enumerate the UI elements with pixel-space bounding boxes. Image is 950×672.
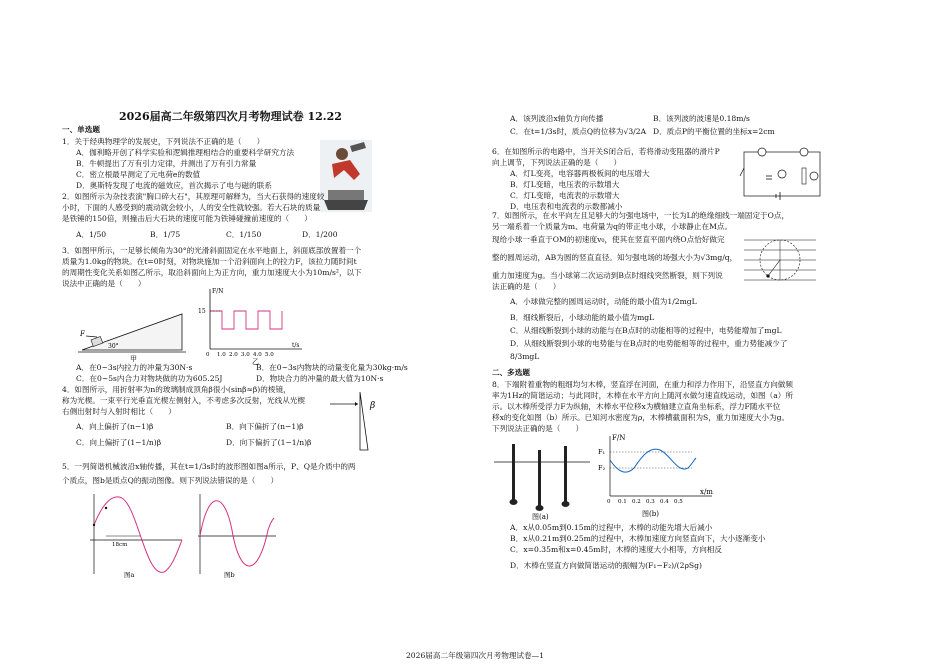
q3-line-3: 的周期性变化关系如图乙所示，取沿斜面向上为正方向，重力加速度大小为10m/s²，以下 bbox=[62, 268, 362, 277]
floating-rod-diagram bbox=[492, 440, 592, 520]
q2-option-b[interactable]: B．1/75 bbox=[150, 230, 181, 239]
q2-line-3: 是铁锤的150倍，则撞击后大石块的速度可能为铁锤碰撞前速度的（ ） bbox=[62, 214, 312, 223]
q7-option-a[interactable]: A．小球做完整的圆周运动时，动能的最小值为1/2mgL bbox=[510, 297, 697, 306]
q8-tick-0: 0 bbox=[607, 499, 611, 505]
q5-line-1: 5．一列简谐机械波沿x轴传播，其在t=1/3s时的波形图如图a所示，P、Q是介质中的两 bbox=[62, 462, 356, 471]
q1-option-d[interactable]: D．奥斯特发现了电流的磁效应，首次揭示了电与磁的联系 bbox=[76, 181, 272, 190]
q4-line-1: 4．如图所示，用折射率为n的玻璃制成顶角β很小(sinβ≈β)的棱镜， bbox=[62, 385, 291, 394]
page-title: 2026届高二年级第四次月考物理试卷 12.22 bbox=[119, 110, 342, 123]
q3-option-c[interactable]: C．在0~5s内合力对物块做的功为605.25J bbox=[76, 374, 223, 383]
q5-line-2: 个质点，图b是质点Q的振动图像。则下列说法错误的是（ ） bbox=[62, 476, 279, 485]
q3-tick-3: 3.0 bbox=[241, 352, 250, 358]
q7-option-c[interactable]: C．从细线断裂到小球的动能与在B点时的动能相等的过程中，电势能增加了mgL bbox=[510, 326, 782, 335]
q8-f2-label: F₂ bbox=[598, 464, 606, 472]
acrobat-illustration bbox=[320, 140, 372, 212]
q3-option-a[interactable]: A．在0~3s内拉力的冲量为30N·s bbox=[76, 363, 193, 372]
q3-tick-5: 5.0 bbox=[265, 352, 274, 358]
q3-option-d[interactable]: D．物块合力的冲量的最大值为10N·s bbox=[256, 374, 384, 383]
q2-line-2: 小时，下面的人感受到的震动就会较小，人的安全性就较强。若大石块的质量 bbox=[62, 203, 321, 212]
q7-line-1: 7．如图所示，在水平向左且足够大的匀强电场中，一长为L的绝缘细线一端固定于O点， bbox=[492, 211, 790, 220]
q4-option-c[interactable]: C．向上偏折了(1−1/n)β bbox=[76, 438, 162, 447]
q1-option-a[interactable]: A．伽利略开创了科学实验和逻辑推理相结合的重要科学研究方法 bbox=[76, 148, 295, 157]
q8-line-3: 示。以木棒所受浮力F为纵轴，木棒水平位移x为横轴建立直角坐标系，浮力F随水平位 bbox=[492, 402, 781, 411]
q6-option-a[interactable]: A．灯L变亮，电容器两极板间的电压增大 bbox=[510, 169, 650, 178]
q3-tick-2: 2.0 bbox=[229, 352, 238, 358]
q8-tick-5: 0.5 bbox=[674, 499, 683, 505]
q1-option-c[interactable]: C．密立根最早测定了元电荷e的数值 bbox=[76, 170, 201, 179]
q7-line-2: 另一端系着一个质量为m、电荷量为q的带正电小球，小球静止在M点。 bbox=[492, 222, 733, 231]
q8-line-2: 率为1Hz的简谐运动；与此同时，木棒在水平方向上随河水做匀速直线运动，如图（a）所 bbox=[492, 391, 793, 400]
q8-option-b[interactable]: B．x从0.21m到0.25m的过程中，木棒加速度方向竖直向下，大小逐渐变小 bbox=[510, 534, 766, 543]
q3-ylabel: F/N bbox=[212, 288, 224, 295]
q8-option-c[interactable]: C．x=0.35m和x=0.45m时，木棒的速度大小相等，方向相反 bbox=[510, 545, 723, 554]
q7-line-3: 现给小球一垂直于OM的初速度v₀，使其在竖直平面内绕O点恰好做完 bbox=[492, 235, 725, 244]
q3-force-label: F bbox=[80, 330, 85, 338]
q3-tick-0: 0 bbox=[206, 352, 210, 358]
q1-option-b[interactable]: B．牛顿提出了万有引力定律，并测出了万有引力常量 bbox=[76, 159, 257, 168]
q6-option-d[interactable]: D．电压表和电流表的示数都减小 bbox=[510, 202, 623, 211]
q2-option-a[interactable]: A．1/50 bbox=[76, 230, 107, 239]
q3-xlabel: t/s bbox=[292, 342, 300, 349]
q5-option-d[interactable]: D．质点P的平衡位置的坐标x=2cm bbox=[653, 127, 775, 136]
q8-fig-a-caption: 图(a) bbox=[532, 513, 549, 520]
q4-option-b[interactable]: B．向下偏折了(n−1)β bbox=[226, 422, 304, 431]
q3-yval: 15 bbox=[198, 308, 206, 315]
q8-f1-label: F₁ bbox=[598, 448, 606, 456]
q5-span-label: 18cm bbox=[112, 542, 128, 548]
q5-option-b[interactable]: B．该列波的波速是0.18m/s bbox=[653, 114, 750, 123]
q4-option-a[interactable]: A．向上偏折了(n−1)β bbox=[76, 422, 154, 431]
q8-option-a[interactable]: A．x从0.05m到0.15m的过程中，木棒的动能先增大后减小 bbox=[510, 523, 713, 532]
q8-fig-b-caption: 图(b) bbox=[642, 510, 659, 518]
circuit-diagram bbox=[738, 146, 826, 202]
vibration-graph-b bbox=[188, 490, 278, 578]
q2-option-d[interactable]: D．1/200 bbox=[302, 230, 338, 239]
q5-option-a[interactable]: A．该列波沿x轴负方向传播 bbox=[510, 114, 604, 123]
q3-fig-left-caption: 甲 bbox=[130, 355, 137, 362]
q6-option-b[interactable]: B．灯L变暗，电压表的示数增大 bbox=[510, 180, 620, 189]
section-single-choice: 一、单选题 bbox=[62, 125, 100, 134]
q6-option-c[interactable]: C．灯L变暗，电流表的示数增大 bbox=[510, 191, 620, 200]
q8-tick-2: 0.2 bbox=[632, 499, 641, 505]
q6-line-1: 6．在如图所示的电路中，当开关S闭合后，若将滑动变阻器的滑片P bbox=[492, 147, 720, 156]
q8-line-5: 下列说法正确的是（ ） bbox=[492, 424, 584, 433]
q5-option-c[interactable]: C．在t=1/3s时，质点Q的位移为√3/2A bbox=[510, 127, 647, 136]
q7-option-d-line-2[interactable]: 8/3mgL bbox=[510, 352, 540, 361]
wave-graph-a bbox=[80, 490, 185, 578]
q1-stem: 1．关于经典物理学的发展史，下列说法不正确的是（ ） bbox=[62, 137, 265, 146]
q6-line-2: 向上调节，下列说法正确的是（ ） bbox=[492, 158, 622, 167]
q8-tick-3: 0.3 bbox=[646, 499, 655, 505]
force-displacement-graph bbox=[596, 432, 716, 518]
light-wedge-diagram bbox=[330, 390, 380, 452]
q7-line-4: 整的圆周运动，AB为圆的竖直直径。知匀强电场的场强大小为√3mg/q， bbox=[492, 253, 738, 262]
q7-option-d-line-1[interactable]: D．从细线断裂到小球的电势能与在B点时的电势能相等的过程中，重力势能减少了 bbox=[510, 339, 788, 348]
q3-option-b[interactable]: B．在0~3s内物块的动量变化量为30kg·m/s bbox=[256, 363, 408, 372]
page-footer: 2026届高二年级第四次月考物理试卷—1 bbox=[405, 651, 545, 660]
q3-line-4: 说法中正确的是（ ） bbox=[62, 279, 146, 288]
electric-field-diagram bbox=[742, 232, 818, 288]
q4-line-3: 右侧出射时与入射时相比（ ） bbox=[62, 407, 176, 416]
q7-line-6: 法正确的是（ ） bbox=[492, 282, 561, 291]
q7-option-b[interactable]: B．细线断裂后，小球动能的最小值为mgL bbox=[510, 313, 655, 322]
force-time-graph bbox=[196, 285, 306, 365]
q3-angle-label: 30° bbox=[108, 343, 119, 350]
q4-line-2: 称为光楔。一束平行光垂直光楔左侧射入，不考虑多次反射，光线从光楔 bbox=[62, 396, 305, 405]
q2-line-1: 2．如图所示为杂技表演"胸口碎大石"，其原理可解释为，当大石获得的速度较 bbox=[62, 192, 325, 201]
q4-option-d[interactable]: D．向下偏折了(1−1/n)β bbox=[226, 438, 312, 447]
q2-option-c[interactable]: C．1/150 bbox=[226, 230, 262, 239]
q8-option-d[interactable]: D．木棒在竖直方向做简谐运动的振幅为(F₁−F₂)/(2ρSg) bbox=[510, 561, 702, 570]
q3-tick-1: 1.0 bbox=[217, 352, 226, 358]
section-multiple-choice: 二、多选题 bbox=[492, 368, 530, 377]
q8-tick-1: 0.1 bbox=[618, 499, 627, 505]
q8-ylabel: F/N bbox=[612, 434, 626, 442]
q3-line-1: 3．如图甲所示，一足够长倾角为30°的光滑斜面固定在水平地面上，斜面底部放置着一个 bbox=[62, 246, 362, 255]
q3-fig-right-caption: 乙 bbox=[252, 358, 259, 365]
q8-line-4: 移x的变化如图（b）所示。已知河水密度为ρ，木棒横截面积为S，重力加速度大小为g。 bbox=[492, 413, 790, 422]
q8-line-1: 8．下端附着重物的粗细均匀木棒，竖直浮在河面，在重力和浮力作用下，沿竖直方向做频 bbox=[492, 380, 793, 389]
q4-beta-label: β bbox=[370, 401, 376, 411]
q3-line-2: 质量为1.0kg的物块。在t=0时刻，对物块施加一个沿斜面向上的拉力F，该拉力随时间t bbox=[62, 257, 357, 266]
q5-fig-a-caption: 图a bbox=[124, 571, 135, 578]
q5-fig-b-caption: 图b bbox=[224, 571, 235, 578]
incline-diagram bbox=[78, 300, 188, 362]
q8-xlabel: x/m bbox=[700, 488, 713, 496]
q7-line-5: 重力加速度为g。当小球第二次运动到B点时细线突然断裂，则下列说 bbox=[492, 271, 723, 280]
q3-tick-4: 4.0 bbox=[253, 352, 262, 358]
q8-tick-4: 0.4 bbox=[660, 499, 669, 505]
